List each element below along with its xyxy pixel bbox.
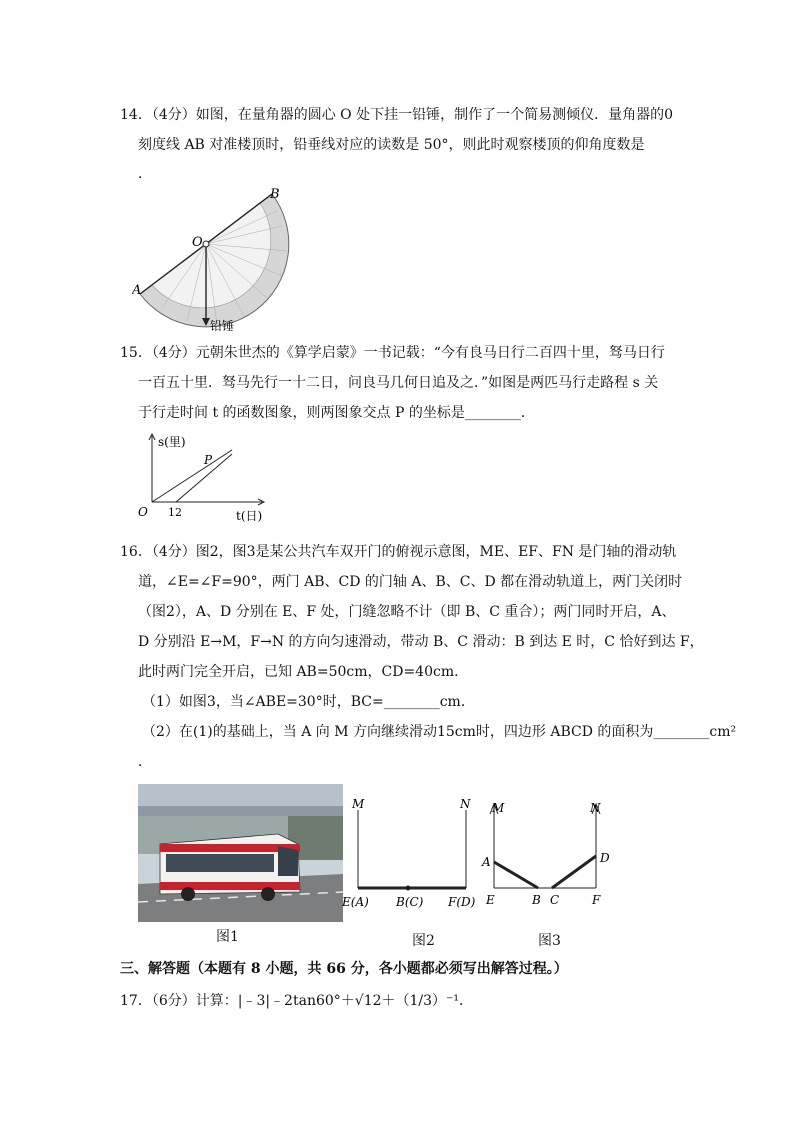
fig2-N: N [460,797,471,811]
q14-line1: 14．（4分）如图，在量角器的圆心 O 处下挂一铅锤，制作了一个简易测倾仪．量角器的0 [120,107,674,123]
fig3-M: M [492,801,505,815]
fig2-caption: 图2 [412,933,435,949]
slow-horse-line [152,450,232,502]
q16-sub2-end: ． [138,754,152,770]
q15-line3: 于行走时间 t 的函数图象，则两图象交点 P 的坐标是________． [138,405,535,421]
fig2-EA: E(A) [342,895,369,909]
bus-photo [138,784,343,922]
q16-line5: 此时两门完全开启，已知 AB=50cm，CD=40cm． [138,664,469,680]
fig3-C: C [550,893,560,907]
q14-line2: 刻度线 AB 对准楼顶时，铅垂线对应的读数是 50°，则此时观察楼顶的仰角度数是 [138,137,645,153]
plumb-label: 铅锤 [210,319,235,333]
graph-tick: 12 [168,506,182,519]
q15-line2: 一百五十里．驽马先行一十二日，问良马几何日追及之．”如图是两匹马行走路程 s 关 [138,375,659,391]
q16-line1: 16．（4分）图2，图3是某公共汽车双开门的俯视示意图，ME、EF、FN 是门轴的滑动轨 [120,544,677,560]
q16-sub2: （2）在(1)的基础上，当 A 向 M 方向继续滑动15cm时，四边形 ABCD 的面积为________cm² [142,724,737,740]
fig2-M: M [352,797,365,811]
fig3-N: N [590,801,601,815]
fig3-B: B [532,893,541,907]
door-AB [494,862,538,888]
fig3-F: F [592,893,601,907]
q16-line3: （图2），A、D 分别在 E、F 处，门缝忽略不计（即 B、C 重合）；两门同时开启，A、 [138,604,676,620]
graph-xlabel: t(日) [236,509,263,523]
q16-sub1: （1）如图3，当∠ABE=30°时，BC=________cm． [142,694,475,710]
fig3-D: D [600,851,610,865]
q16-line2: 道，∠E=∠F=90°，两门 AB、CD 的门轴 A、B、C、D 都在滑动轨道上，两门关闭时 [138,574,683,590]
label-A: A [132,283,142,298]
graph-ylabel: s(里) [158,435,186,449]
q16-line4: D 分别沿 E→M，F→N 的方向匀速滑动，带动 B、C 滑动：B 到达 E 时，C 恰好到达 F， [138,634,704,650]
protractor-figure [132,186,292,336]
label-O: O [192,235,203,250]
door-diagram-open [480,794,620,912]
door-CD [552,856,596,888]
fig3-A: A [482,855,491,869]
fig2-FD: F(D) [448,895,476,909]
function-graph [132,428,272,523]
q17-text: 17．（6分）计算：|﹣3|﹣2tan60°＋√12＋（1/3）⁻¹． [120,993,474,1009]
door-diagram-closed [340,794,490,912]
graph-origin: O [138,505,148,519]
fig1-caption: 图1 [216,929,239,945]
label-B: B [270,187,280,202]
q14-line3: ． [138,166,152,182]
fig3-E: E [486,893,495,907]
section3-heading: 三、解答题（本题有 8 小题，共 66 分，各小题都必须写出解答过程。） [120,961,568,977]
fig3-caption: 图3 [538,933,561,949]
q15-line1: 15．（4分）元朝朱世杰的《算学启蒙》一书记载：“今有良马日行二百四十里，驽马日行 [120,345,665,361]
bus-shape [160,834,300,901]
graph-point: P [204,453,213,467]
fig2-BC: B(C) [396,895,424,909]
